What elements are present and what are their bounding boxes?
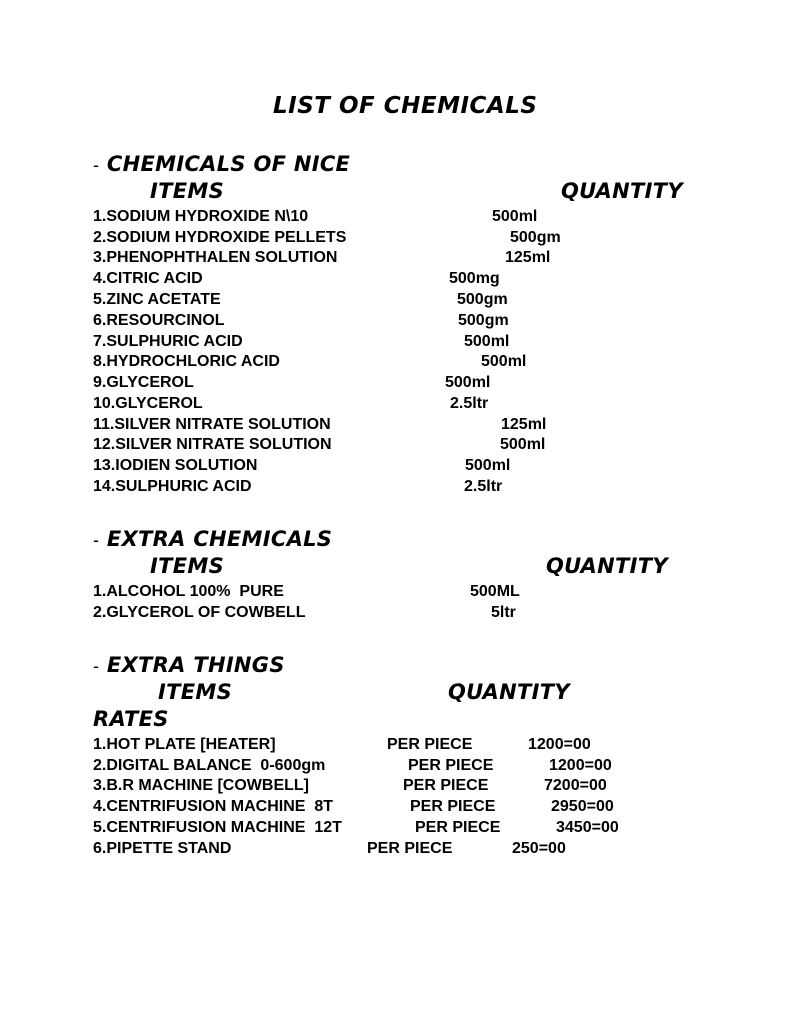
list-item: 3.PHENOPHTHALEN SOLUTION — [93, 249, 338, 266]
list-item-quantity: 500ml — [465, 457, 511, 474]
list-item-quantity: 500mg — [449, 270, 500, 287]
list-item-unit: PER PIECE — [408, 757, 494, 774]
section-bullet: - — [93, 656, 100, 676]
column-header-items: ITEMS — [150, 554, 225, 578]
list-item-rate: 7200=00 — [544, 777, 607, 794]
column-header-quantity: QUANTITY — [546, 554, 668, 578]
list-item: 5.CENTRIFUSION MACHINE 12T — [93, 819, 342, 836]
section-heading-extra-things — [93, 653, 285, 677]
list-item: 1.ALCOHOL 100% PURE — [93, 583, 284, 600]
list-item-rate: 250=00 — [512, 840, 566, 857]
list-item-quantity: 500ML — [470, 583, 520, 600]
column-header-rates: RATES — [93, 707, 169, 731]
column-header-items: ITEMS — [150, 179, 225, 203]
list-item: 4.CITRIC ACID — [93, 270, 203, 287]
list-item: 3.B.R MACHINE [COWBELL] — [93, 777, 309, 794]
list-item: 6.RESOURCINOL — [93, 312, 225, 329]
list-item: 7.SULPHURIC ACID — [93, 333, 243, 350]
list-item-unit: PER PIECE — [410, 798, 496, 815]
list-item-quantity: 2.5ltr — [464, 478, 503, 495]
list-item-quantity: 500ml — [464, 333, 510, 350]
list-item: 2.SODIUM HYDROXIDE PELLETS — [93, 229, 347, 246]
list-item-rate: 2950=00 — [551, 798, 614, 815]
list-item: 8.HYDROCHLORIC ACID — [93, 353, 280, 370]
list-item-quantity: 500ml — [492, 208, 538, 225]
list-item: 1.HOT PLATE [HEATER] — [93, 736, 276, 753]
list-item-quantity: 500ml — [481, 353, 527, 370]
list-item-quantity: 125ml — [501, 416, 547, 433]
list-item: 1.SODIUM HYDROXIDE N\10 — [93, 208, 309, 225]
list-item: 6.PIPETTE STAND — [93, 840, 232, 857]
list-item-unit: PER PIECE — [415, 819, 501, 836]
list-item: 10.GLYCEROL — [93, 395, 203, 412]
list-item: 14.SULPHURIC ACID — [93, 478, 252, 495]
section-bullet: - — [93, 530, 100, 550]
column-header-quantity: QUANTITY — [561, 179, 683, 203]
list-item: 11.SILVER NITRATE SOLUTION — [93, 416, 331, 433]
list-item-quantity: 125ml — [505, 249, 551, 266]
list-item-rate: 1200=00 — [528, 736, 591, 753]
list-item-quantity: 2.5ltr — [450, 395, 489, 412]
list-item-quantity: 5ltr — [491, 604, 516, 621]
list-item-quantity: 500gm — [457, 291, 508, 308]
list-item: 2.DIGITAL BALANCE 0-600gm — [93, 757, 326, 774]
list-item-unit: PER PIECE — [387, 736, 473, 753]
list-item: 2.GLYCEROL OF COWBELL — [93, 604, 306, 621]
column-header-quantity: QUANTITY — [448, 680, 570, 704]
list-item-rate: 3450=00 — [556, 819, 619, 836]
list-item-quantity: 500gm — [458, 312, 509, 329]
section-heading-text: EXTRA THINGS — [106, 653, 285, 677]
list-item-quantity: 500ml — [445, 374, 491, 391]
list-item: 4.CENTRIFUSION MACHINE 8T — [93, 798, 334, 815]
list-item-quantity: 500gm — [510, 229, 561, 246]
section-heading-chemicals-of-nice — [93, 152, 350, 176]
list-item-unit: PER PIECE — [367, 840, 453, 857]
list-item-rate: 1200=00 — [549, 757, 612, 774]
list-item: 5.ZINC ACETATE — [93, 291, 221, 308]
list-item-unit: PER PIECE — [403, 777, 489, 794]
section-heading-extra-chemicals — [93, 527, 332, 551]
list-item: 13.IODIEN SOLUTION — [93, 457, 258, 474]
column-header-items: ITEMS — [158, 680, 233, 704]
section-heading-text: CHEMICALS OF NICE — [106, 152, 351, 176]
list-item: 9.GLYCEROL — [93, 374, 194, 391]
list-item-quantity: 500ml — [500, 436, 546, 453]
list-item: 12.SILVER NITRATE SOLUTION — [93, 436, 332, 453]
section-bullet: - — [93, 155, 100, 175]
page-title: LIST OF CHEMICALS — [273, 93, 538, 119]
section-heading-text: EXTRA CHEMICALS — [106, 527, 333, 551]
